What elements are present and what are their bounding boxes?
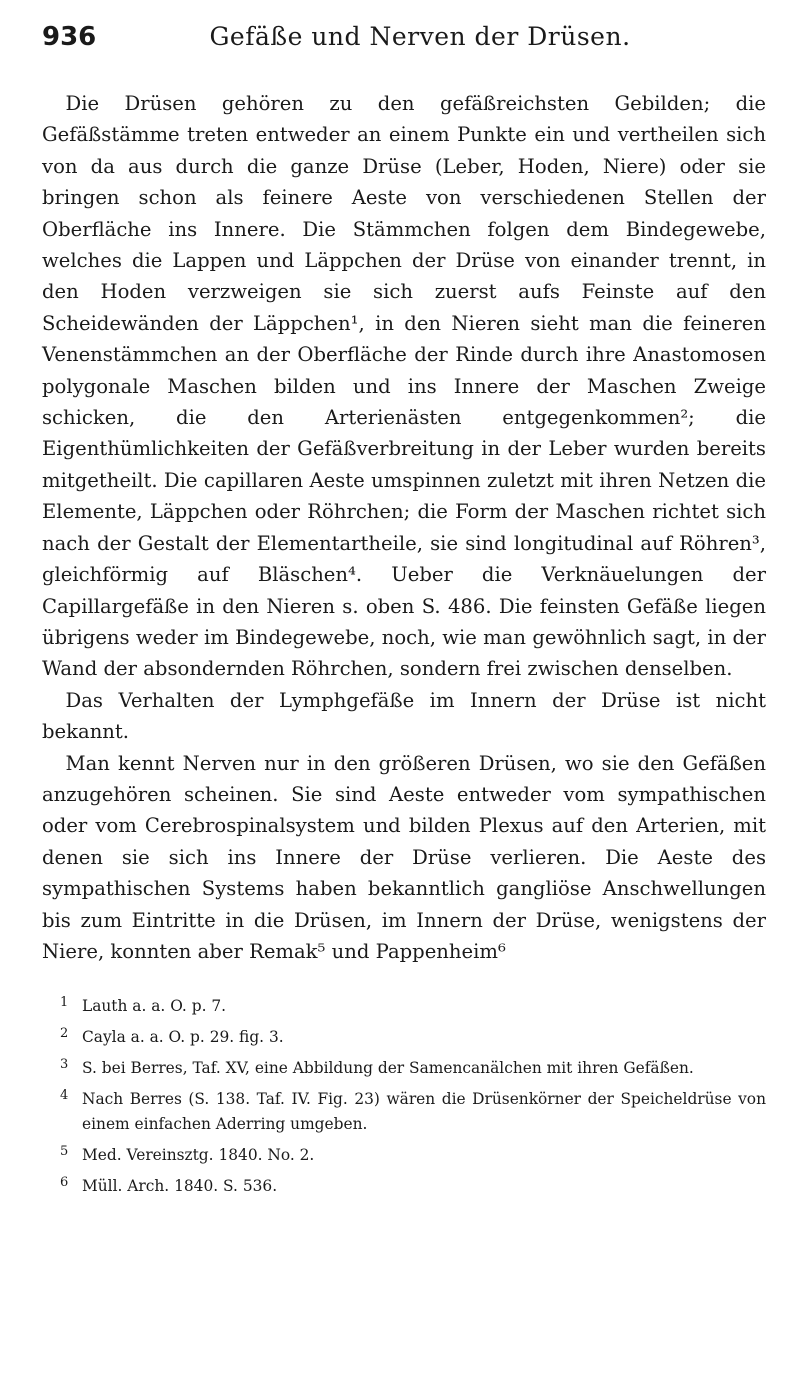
footnote-text: Nach Berres (S. 138. Taf. IV. Fig. 23) wären die Drüsenkörner der Speicheldrüse von einem einfachen Aderring umgeben. (82, 1090, 766, 1134)
footnote (42, 1022, 766, 1053)
footnote-number: 2 (60, 1026, 69, 1042)
footnote-number: 3 (60, 1057, 69, 1073)
footnote-text: Müll. Arch. 1840. S. 536. (82, 1177, 278, 1196)
body-text (42, 88, 766, 967)
footnote-number: 4 (60, 1088, 69, 1104)
footnote (42, 1084, 766, 1140)
page-header (42, 22, 766, 70)
page (42, 22, 766, 1202)
footnote-text: Lauth a. a. O. p. 7. (82, 997, 227, 1016)
footnote-number: 5 (60, 1144, 69, 1160)
footnote-text: Cayla a. a. O. p. 29. fig. 3. (82, 1028, 284, 1047)
paragraph: Die Drüsen gehören zu den gefäßreichsten Gebilden; die Gefäßstämme treten entweder an einem Punkte ein und vertheilen sich von da aus durch die ganze Drüse (Leber, Hoden, Niere) oder sie bringen schon als feinere Aeste von verschiedenen Stellen der Oberfläche ins Innere. Die Stämmchen folgen dem Bindegewebe, welches die Lappen und Läppchen der Drüse von einander trennt, in den Hoden verzweigen sie sich zuerst aufs Feinste auf den Scheidewänden der Läppchen¹, in den Nieren sieht man die feineren Venenstämmchen an der Oberfläche der Rinde durch ihre Anastomosen polygonale Maschen bilden und ins Innere der Maschen Zweige schicken, die den Arterienästen entgegenkommen²; die Eigenthümlichkeiten der Gefäßverbreitung in der Leber wurden bereits mitgetheilt. Die capillaren Aeste umspinnen zuletzt mit ihren Netzen die Elemente, Läppchen oder Röhrchen; die Form der Maschen richtet sich nach der Gestalt der Elementartheile, sie sind longitudinal auf Röhren³, gleichförmig auf Bläschen⁴. Ueber die Verknäuelungen der Capillargefäße in den Nieren s. oben S. 486. Die feinsten Gefäße liegen übrigens weder im Bindegewebe, noch, wie man gewöhnlich sagt, in der Wand der absondernden Röhrchen, sondern frei zwischen denselben. (42, 92, 766, 681)
footnote-number: 6 (60, 1175, 69, 1191)
running-head: Gefäße und Nerven der Drüsen. (209, 22, 631, 51)
footnote (42, 991, 766, 1022)
paragraph: Das Verhalten der Lymphgefäße im Innern der Drüse ist nicht bekannt. (42, 688, 766, 744)
footnote (42, 1053, 766, 1084)
footnote (42, 1171, 766, 1202)
footnotes (42, 991, 766, 1202)
footnote-text: S. bei Berres, Taf. XV, eine Abbildung der Samencanälchen mit ihren Gefäßen. (82, 1059, 694, 1078)
paragraph: Man kennt Nerven nur in den größeren Drüsen, wo sie den Gefäßen anzugehören scheinen. Sie sind Aeste entweder vom sympathischen oder vom Cerebrospinalsystem und bilden Plexus auf den Arterien, mit denen sie sich ins Innere der Drüse verlieren. Die Aeste des sympathischen Systems haben bekanntlich gangliöse Anschwellungen bis zum Eintritte in die Drüsen, im Innern der Drüse, wenigstens der Niere, konnten aber Remak⁵ und Pappenheim⁶ (42, 751, 766, 963)
footnote (42, 1140, 766, 1171)
footnote-text: Med. Vereinsztg. 1840. No. 2. (82, 1146, 315, 1165)
page-number: 936 (42, 22, 97, 52)
footnote-number: 1 (60, 995, 69, 1011)
